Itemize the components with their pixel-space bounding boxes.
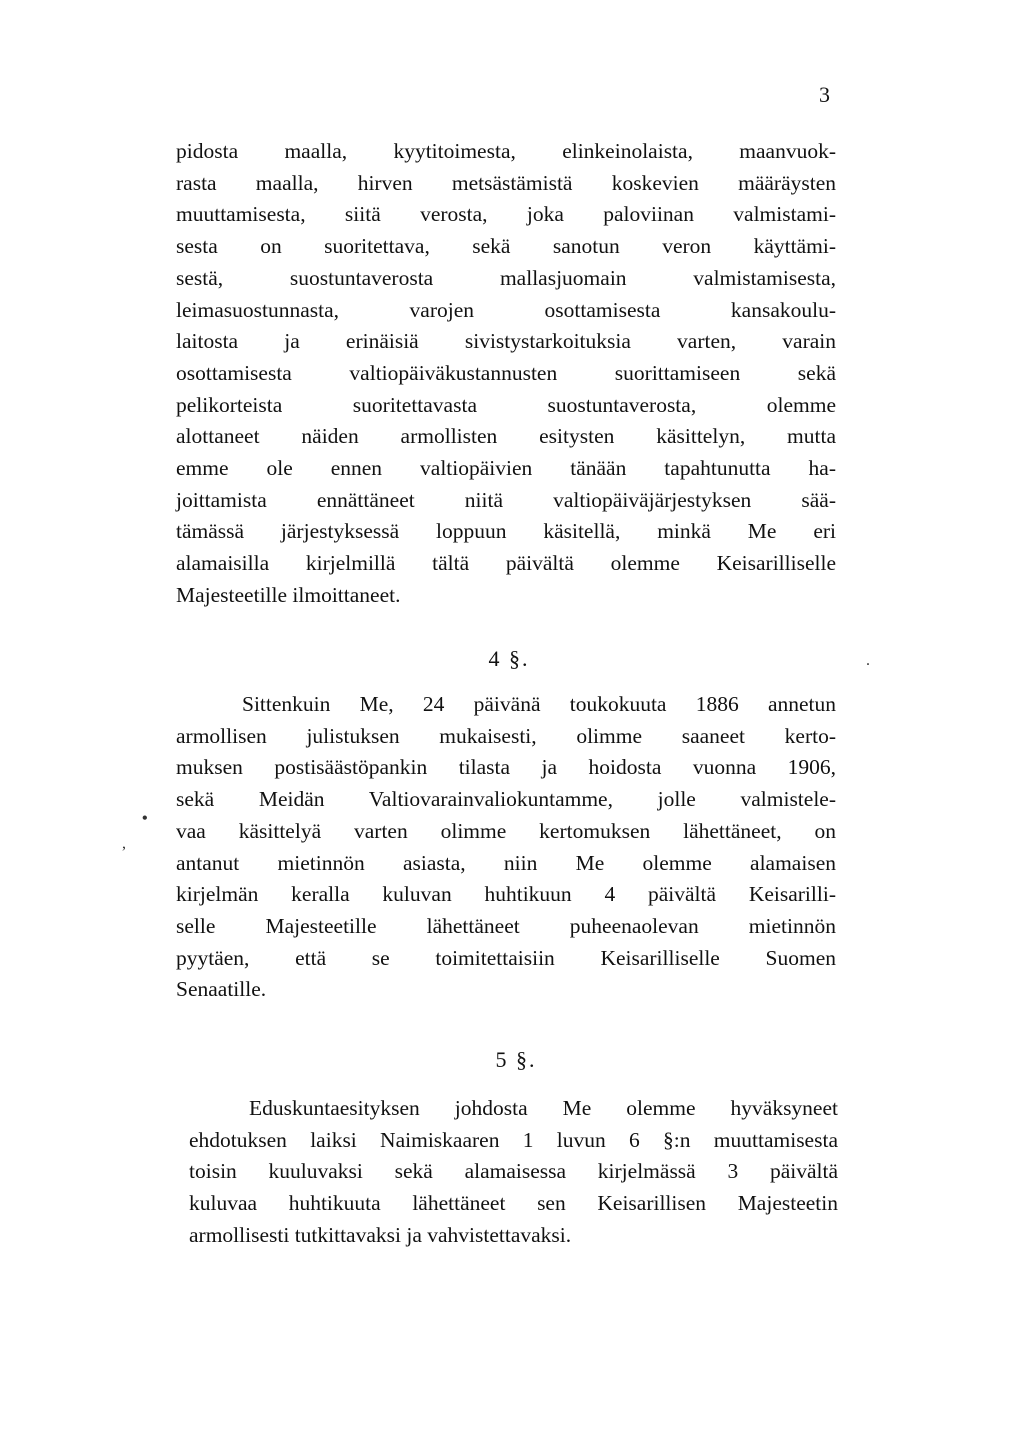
text-line: kirjelmän keralla kuluvan huhtikuun 4 päivältä Keisarilli- [176,882,836,907]
text-line: vaa käsittelyä varten olimme kertomuksen lähettäneet, on [176,818,836,843]
text-line: muuttamisesta, siitä verosta, joka paloviinan valmistami- [176,202,836,227]
margin-comma: , [122,835,126,852]
text-line: sestä, suostuntaverosta mallasjuomain valmistamisesta, [176,265,836,290]
paragraph-continuation [176,136,836,612]
text-line: osottamisesta valtiopäiväkustannusten suorittamiseen sekä [176,360,836,385]
text-line: Sittenkuin Me, 24 päivänä toukokuuta 1886 annetun [242,692,836,716]
page-number: 3 [819,82,830,107]
text-line: Majesteetille ilmoittaneet. [176,582,401,607]
text-line: sekä Meidän Valtiovarainvaliokuntamme, jolle valmistele- [176,787,836,812]
text-line: pidosta maalla, kyytitoimesta, elinkeinolaista, maanvuok- [176,139,836,163]
section-4-paragraph [176,689,836,1006]
text-line: tämässä järjestyksessä loppuun käsitellä, minkä Me eri [176,519,836,544]
text-line: kuluvaa huhtikuuta lähettäneet sen Keisarillisen Majesteetin [189,1191,838,1216]
text-line: toisin kuuluvaksi sekä alamaisessa kirjelmässä 3 päivältä [189,1159,838,1184]
text-line: ehdotuksen laiksi Naimiskaaren 1 luvun 6 §:n muuttamisesta [189,1127,838,1152]
text-line: sesta on suoritettava, sekä sanotun veron käyttämi- [176,234,836,259]
text-line: muksen postisäästöpankin tilasta ja hoidosta vuonna 1906, [176,755,836,780]
text-line: antanut mietinnön asiasta, niin Me olemme alamaisen [176,850,836,875]
text-line: alottaneet näiden armollisten esitysten käsittelyn, mutta [176,424,836,449]
text-line: selle Majesteetille lähettäneet puheenaolevan mietinnön [176,913,836,938]
text-line: Senaatille. [176,977,267,1002]
text-line: armollisen julistuksen mukaisesti, olimme saaneet kerto- [176,723,836,748]
text-line: alamaisilla kirjelmillä tältä päivältä olemme Keisarilliselle [176,551,836,576]
text-line: armollisesti tutkittavaksi ja vahvistettavaksi. [189,1222,572,1247]
text-line: laitosta ja erinäisiä sivistystarkoituksia varten, varain [176,329,836,354]
margin-speck: . [866,652,870,669]
section-4-heading: 4 §. [488,646,530,671]
section-5-paragraph [189,1093,838,1252]
text-line: Eduskuntaesityksen johdosta Me olemme hyväksyneet [249,1096,838,1120]
text-line: pelikorteista suoritettavasta suostuntaverosta, olemme [176,392,836,417]
section-5-heading: 5 §. [495,1047,537,1072]
text-line: leimasuostunnasta, varojen osottamisesta kansakoulu- [176,297,836,322]
margin-dot: • [142,810,148,827]
text-line: emme ole ennen valtiopäivien tänään tapahtunutta ha- [176,456,836,481]
text-line: joittamista ennättäneet niitä valtiopäiväjärjestyksen sää- [176,487,836,512]
text-line: rasta maalla, hirven metsästämistä koskevien määräysten [176,170,836,195]
text-line: pyytäen, että se toimitettaisiin Keisarilliselle Suomen [176,945,836,970]
